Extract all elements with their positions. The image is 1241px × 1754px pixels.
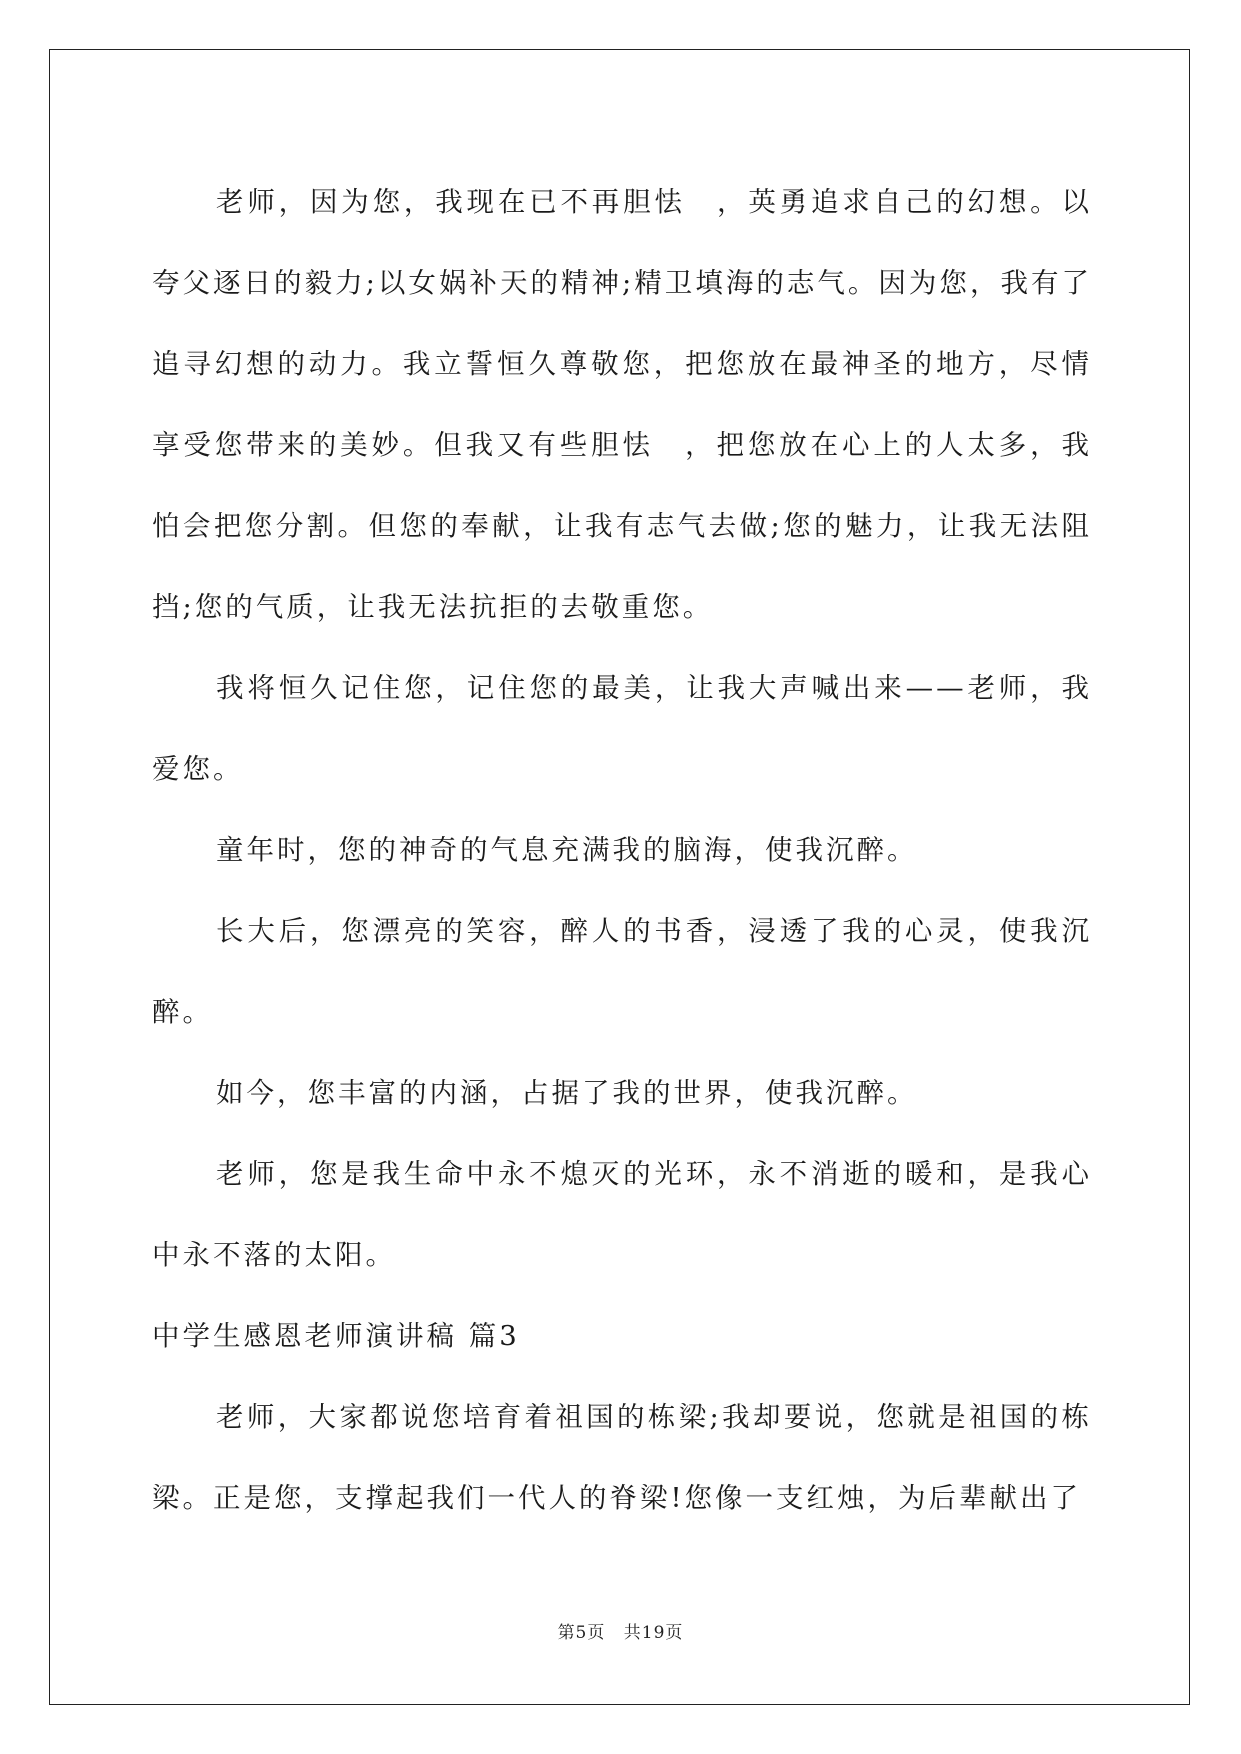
page-footer bbox=[0, 1618, 1241, 1643]
paragraph: 我将恒久记住您，记住您的最美，让我大声喊出来——老师，我爱您。 bbox=[152, 672, 1092, 785]
paragraph: 老师，因为您，我现在已不再胆怯 ，英勇追求自己的幻想。以夸父逐日的毅力;以女娲补天的精神;精卫填海的志气。因为您，我有了追寻幻想的动力。我立誓恒久尊敬您，把您放在最神圣的地方，尽情享受您带来的美妙。但我又有些胆怯 ，把您放在心上的人太多，我怕会把您分割。但您的奉献，让我有志气去做;您的魅力，让我无法阻挡;您的气质，让我无法抗拒的去敬重您。 bbox=[152, 186, 1092, 623]
document-body bbox=[152, 162, 1092, 1539]
page-number: 第5页 bbox=[557, 1623, 606, 1643]
paragraph: 长大后，您漂亮的笑容，醉人的书香，浸透了我的心灵，使我沉醉。 bbox=[152, 915, 1092, 1028]
section-heading: 中学生感恩老师演讲稿 篇3 bbox=[152, 1320, 520, 1352]
paragraph: 老师，您是我生命中永不熄灭的光环，永不消逝的暖和，是我心中永不落的太阳。 bbox=[152, 1158, 1092, 1271]
paragraph: 童年时，您的神奇的气息充满我的脑海，使我沉醉。 bbox=[216, 834, 918, 866]
paragraph: 如今，您丰富的内涵，占据了我的世界，使我沉醉。 bbox=[216, 1077, 918, 1109]
page-total: 共19页 bbox=[623, 1623, 684, 1643]
paragraph: 老师，大家都说您培育着祖国的栋梁;我却要说，您就是祖国的栋梁。正是您，支撑起我们一代人的脊梁!您像一支红烛，为后辈献出了 bbox=[152, 1401, 1092, 1514]
